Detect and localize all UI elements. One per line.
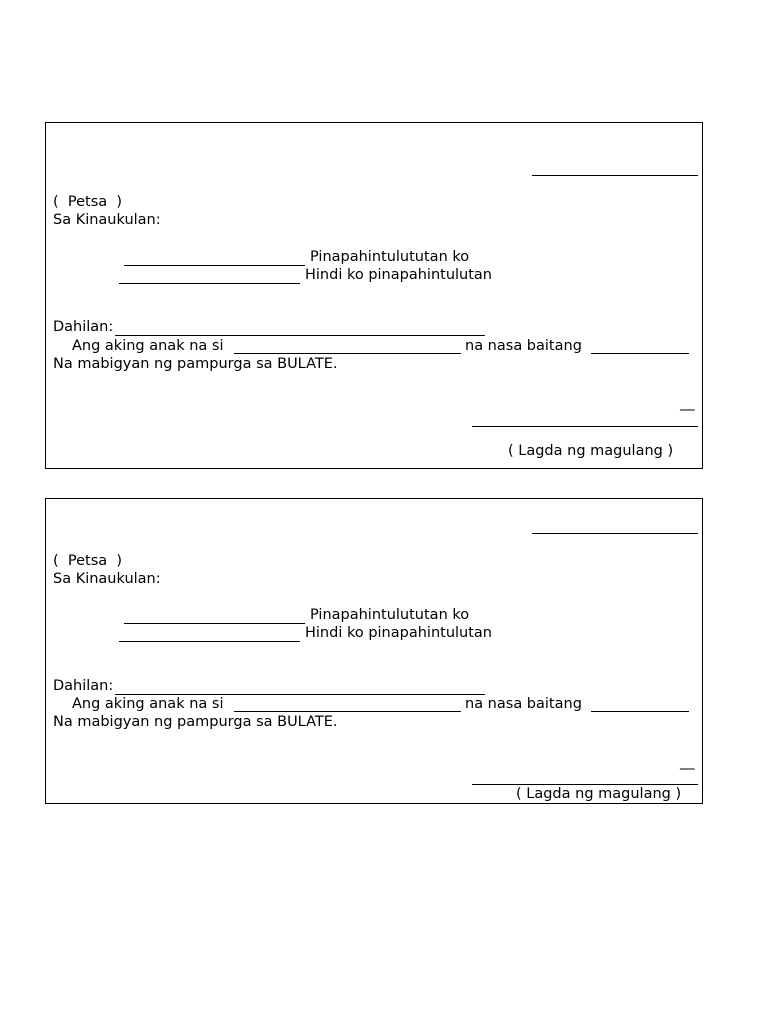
deny-blank <box>119 283 300 284</box>
option-deny: Hindi ko pinapahintulutan <box>305 267 492 283</box>
deworm-statement: Na mabigyan ng pampurga sa BULATE. <box>53 714 338 730</box>
salutation: Sa Kinaukulan: <box>53 212 161 228</box>
date-label: ( Petsa ) <box>53 194 123 210</box>
child-name-blank <box>234 711 461 712</box>
signature-blank <box>472 426 698 427</box>
option-permit: Pinapahintulututan ko <box>310 249 470 265</box>
deworm-statement: Na mabigyan ng pampurga sa BULATE. <box>53 356 338 372</box>
signature-blank <box>472 784 698 785</box>
reason-label: Dahilan: <box>53 678 114 694</box>
salutation: Sa Kinaukulan: <box>53 571 161 587</box>
reason-blank <box>115 335 485 336</box>
consent-slip <box>45 498 703 804</box>
child-name-blank <box>234 353 461 354</box>
option-deny: Hindi ko pinapahintulutan <box>305 625 492 641</box>
child-name-prefix: Ang aking anak na si <box>72 696 224 712</box>
permit-blank <box>124 265 305 266</box>
grade-blank <box>591 711 689 712</box>
date-blank <box>532 533 698 534</box>
grade-label: na nasa baitang <box>465 338 582 354</box>
signature-label: ( Lagda ng magulang ) <box>516 786 682 802</box>
reason-label: Dahilan: <box>53 319 114 335</box>
consent-slip <box>45 122 703 469</box>
date-label: ( Petsa ) <box>53 553 123 569</box>
dash-mark: __ <box>680 395 695 411</box>
grade-blank <box>591 353 689 354</box>
option-permit: Pinapahintulututan ko <box>310 607 470 623</box>
grade-label: na nasa baitang <box>465 696 582 712</box>
reason-blank <box>115 694 485 695</box>
permit-blank <box>124 623 305 624</box>
signature-label: ( Lagda ng magulang ) <box>508 443 674 459</box>
date-blank <box>532 175 698 176</box>
dash-mark: __ <box>680 754 695 770</box>
deny-blank <box>119 641 300 642</box>
child-name-prefix: Ang aking anak na si <box>72 338 224 354</box>
